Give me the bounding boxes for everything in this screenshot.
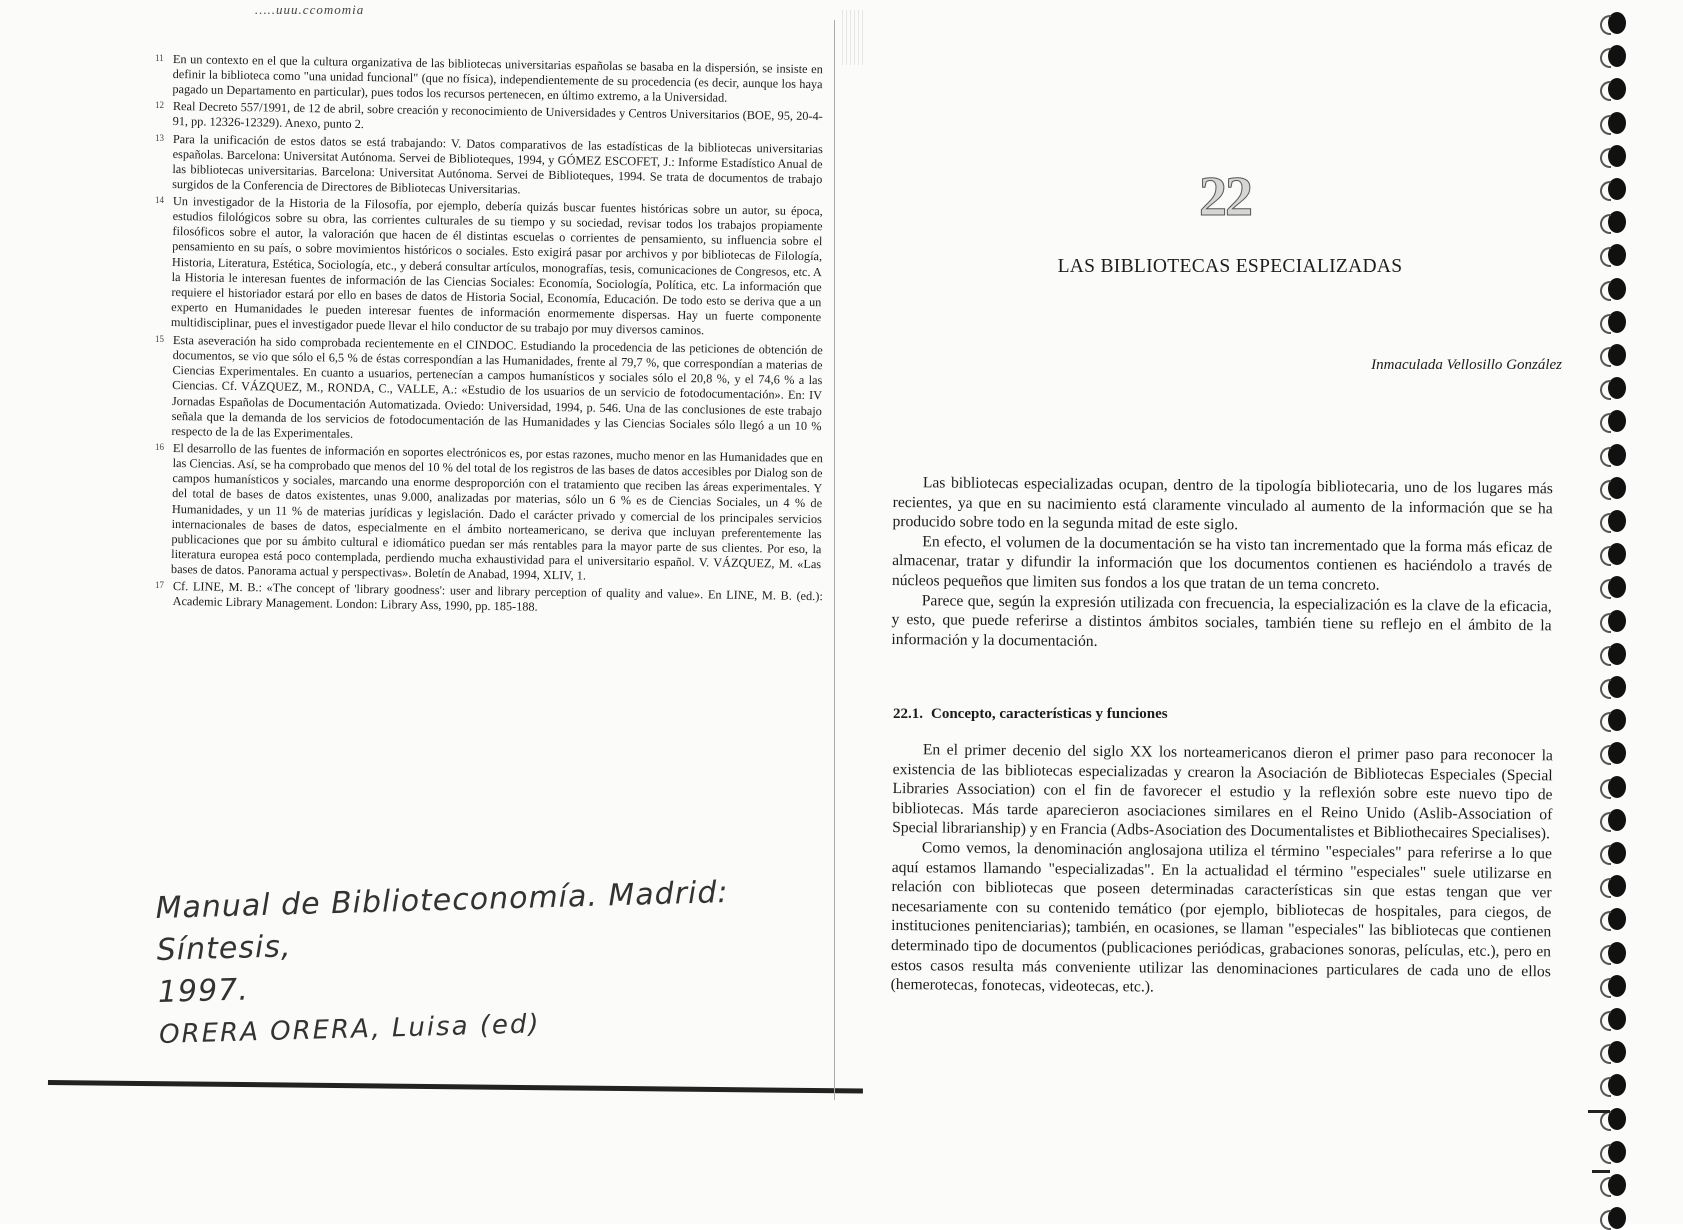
scan-mark: [1592, 1170, 1610, 1173]
chapter-number: 22: [1199, 166, 1251, 228]
binding-coil: [1608, 809, 1626, 831]
binding-coil: [1608, 444, 1626, 466]
footnote-text: Esta aseveración ha sido comprobada recientemente en el CINDOC. Estudiando la procedencia de las peticiones de obtención de documentos, se vio que sólo el 6,5 % de éstas correspondían a las Humanidades, frente al 79,7 %, que correspondían a materias de Ciencias Experimentales. En cuanto a usuarios, pertenecían a campos humanísticos y sociales sólo el 20,8 %, y el 74,6 % a las Ciencias. Cf. VÁZQUEZ, M., RONDA, C., VALLE, A.: «Estudio de los usuarios de un servicio de fotodocumentación». En: IV Jornadas Españolas de Documentación Automatizada. Oviedo: Universidad, 1994, p. 546. Una de las conclusiones de este trabajo señala que la demanda de los servicios de fotodocumentación de las Humanidades y las Ciencias Sociales sólo llegó a un 10 % respecto de la de las Experimentales.: [171, 332, 823, 441]
section-title: Concepto, características y funciones: [931, 706, 1168, 722]
binding-coil: [1608, 908, 1626, 930]
footnote-text: Para la unificación de estos datos se está trabajando: V. Datos comparativos de las estadísticas de la bibliotecas universitarias españolas. Barcelona: Universitat Autónoma. Servei de Biblioteques, 1994, y GÓMEZ ESCOFET, J.: Informe Estadístico Anual de las bibliotecas universitarias. Barcelona: Universitat Autónoma. Servei de Biblioteques, 1994. Se trata de documentos de trabajo surgidos de la Conferencia de Directores de Bibliotecas Universitarias.: [172, 131, 823, 197]
binding-coil: [1608, 875, 1626, 897]
footnote-number: 13: [155, 132, 164, 143]
binding-coil: [1608, 610, 1626, 632]
binding-coil: [1608, 510, 1626, 532]
footnote-number: 12: [155, 100, 164, 111]
paragraph: Parece que, según la expresión utilizada con frecuencia, la especialización es la clave de la eficacia, y esto, que puede referirse a distintos ámbitos sociales, también tiene su reflejo en el ámbito de la información y la documentación.: [891, 591, 1552, 650]
binding-coil: [1608, 576, 1626, 598]
binding-coil: [1608, 643, 1626, 665]
binding-coil: [1608, 975, 1626, 997]
handwritten-citation: [155, 868, 859, 1055]
footnote-number: 16: [155, 441, 164, 452]
section-text: [891, 740, 1553, 1001]
binding-coil: [1608, 1174, 1626, 1196]
handwriting-line: ORERA ORERA, Luisa (ed): [158, 1009, 541, 1050]
binding-coil: [1608, 742, 1626, 764]
chapter-title: LAS BIBLIOTECAS ESPECIALIZADAS: [1057, 256, 1403, 277]
binding-coil: [1608, 1108, 1626, 1130]
binding-coil: [1608, 676, 1626, 698]
section-heading: [893, 706, 1168, 723]
footnote-number: 14: [155, 195, 164, 206]
binding-coil: [1608, 1141, 1626, 1163]
footnote-text: El desarrollo de las fuentes de información en soportes electrónicos es, por estas razones, mucho menor en las Humanidades que en las Ciencias. Así, se ha comprobado que menos del 10 % del total de los registros de las bases de datos accesibles por Dialog son de campos humanísticos y sociales, marcando una enorme desproporción con el tratamiento que reciben las áreas experimentales. Y del total de bases de datos existentes, unas 9.000, analizadas por materias, sólo un 6 % es de Ciencias Sociales, un 4 % de Humanidades, y un 11 % de materias jurídicas y legislación. Dado el carácter privado y comercial de los principales servicios internacionales de bases de datos, especialmente en el ámbito norteamericano, se deriva que incluyan preferentemente las publicaciones que por su ámbito cultural e idiomático puedan ser más rentables para la mayor parte de sus clientes. Por eso, la literatura europea está poco contemplada, perdiendo mucha exhaustividad para el universitario español. V. VÁZQUEZ, M. «Las bases de datos. Panorama actual y perspectivas». Boletín de Anabad, 1994, XLIV, 1.: [170, 440, 823, 583]
footnote: [155, 131, 823, 197]
footnote-number: 17: [155, 580, 164, 591]
footnote-text: Cf. LINE, M. B.: «The concept of 'library goodness': user and library perception of quality and value». En LINE, M. B. (ed.): Academic Library Management. London: Library Ass, 1990, pp. 185-188.: [172, 579, 823, 615]
handwriting-line: 1997.: [157, 972, 250, 1010]
footnote-number: 15: [155, 333, 164, 344]
binding-coil: [1608, 311, 1626, 333]
binding-coil: [1608, 942, 1626, 964]
running-head: …..uuu.ccomomia: [255, 2, 365, 17]
footnote-text: En un contexto en el que la cultura organizativa de las bibliotecas universitarias españolas se basaba en la dispersión, se insiste en definir la biblioteca como "una unidad funcional" (que no física), independientemente de su procedencia (es decir, aunque los haya pagado un Departamento en particular), pues todos los recursos pertenecen, en último extremo, a la Universidad.: [172, 52, 823, 106]
binding-coil: [1608, 410, 1626, 432]
binding-coil: [1608, 278, 1626, 300]
paragraph: Las bibliotecas especializadas ocupan, dentro de la tipología bibliotecaria, uno de los lugares más recientes, ya que en su nacimiento está claramente vinculado al aumento de la información que se ha producido sobre todo en la segunda mitad de este siglo.: [892, 474, 1553, 534]
footnote: [155, 440, 823, 583]
paragraph: En efecto, el volumen de la documentación se ha visto tan incrementado que la forma más eficaz de almacenar, tratar y difundir la información que los documentos contienen es haciéndolo a través de núcleos pequeños que limiten sus fondos a los que tratan de un tema concreto.: [891, 533, 1553, 594]
binding-coil: [1608, 12, 1626, 34]
binding-coil: [1608, 244, 1626, 266]
chapter-author: Inmaculada Vellosillo González: [1371, 357, 1562, 373]
binding-coil: [1608, 377, 1626, 399]
paragraph: Como vemos, la denominación anglosajona utiliza el término "especiales" para referirse a lo que aquí estamos llamando "especializadas". En la actualidad el término "especiales" suele utilizarse en relación con bibliotecas que poseen determinadas características sin que estas tengan que ver necesariamente con su contenido temático (por ejemplo, bibliotecas de hospitales, para ciegos, de instituciones penitenciarias); también, en ocasiones, se llaman "especiales" las bibliotecas que contienen determinado tipo de documentos (publicaciones periódicas, grabaciones sonoras, películas, etc.), pero en estos casos resulta más conveniente utilizar las denominaciones particulares de cada uno de ellos (hemerotecas, fonotecas, videotecas, etc.).: [890, 839, 1553, 996]
binding-coil: [1608, 78, 1626, 100]
binding-coil: [1608, 543, 1626, 565]
binding-coil: [1608, 1008, 1626, 1030]
binding-coil: [1608, 842, 1626, 864]
scan-noise: [842, 10, 866, 65]
intro-text: [891, 473, 1553, 656]
paragraph: En el primer decenio del siglo XX los norteamericanos dieron el primer paso para reconocer la existencia de las bibliotecas especializadas y crearon la Asociación de Bibliotecas Especiales (Special Libraries Association) con el fin de favorecer el estudio y la reflexión sobre este nuevo tipo de bibliotecas. Más tarde aparecieron asociaciones similares en el Reino Unido (Aslib-Association of Special librarianship) y en Francia (Adbs-Asociation des Documentalistes et Bibliothecaires Specialises).: [892, 741, 1553, 843]
binding-coil: [1608, 477, 1626, 499]
binding-coil: [1608, 709, 1626, 731]
footnote: [155, 99, 823, 132]
scan-mark: [1588, 1110, 1610, 1113]
binding-coil: [1608, 1041, 1626, 1063]
footnote: [155, 579, 823, 615]
binding-coil: [1608, 776, 1626, 798]
footnote-text: Un investigador de la Historia de la Filosofía, por ejemplo, debería quizás buscar fuentes históricas sobre un autor, su época, estudios filológicos sobre su obra, las corrientes culturales de su tiempo y su sociedad, revisar todos los trabajos propiamente filosóficos sobre el autor, la valoración que hacen de él distintas escuelas o corrientes de pensamiento, su influencia sobre el pensamiento en su país, o sobre movimientos históricos o sociales. Esto exigirá pasar por archivos y por bibliotecas de Filología, Historia, Literatura, Estética, Sociología, etc., y deberá consultar artículos, monografías, tesis, comunicaciones de Congresos, etc. A la Historia le interesan fuentes de información de las Ciencias Sociales: Economía, Sociología, Política, etc. La información que requiere el historiador estará por ello en bases de datos de Historia Social, Economía, Educación. De todo esto se deriva que a un experto en Humanidades le pueden interesar fuentes de información enormemente dispersas. Hay un fuerte componente multidisciplinar, pues el investigador puede llevar el hilo conductor de su trabajo por muy diversos caminos.: [170, 194, 823, 339]
gutter-line: [834, 20, 835, 1100]
binding-coil: [1608, 45, 1626, 67]
handwriting-line: Manual de Biblioteconomía. Madrid: Síntesis,: [155, 874, 729, 968]
footnote: [155, 333, 823, 439]
binding-coil: [1608, 145, 1626, 167]
footnote-text: Real Decreto 557/1991, de 12 de abril, sobre creación y reconocimiento de Universidades y Centros Universitarios (BOE, 95, 20-4-91, pp. 12326-12329). Anexo, punto 2.: [172, 99, 823, 132]
section-number: 22.1.: [893, 706, 923, 722]
spiral-binding: [1600, 0, 1683, 1224]
binding-coil: [1608, 112, 1626, 134]
binding-coil: [1608, 178, 1626, 200]
footnotes-block: [155, 52, 823, 615]
binding-coil: [1608, 344, 1626, 366]
binding-coil: [1608, 211, 1626, 233]
binding-coil: [1608, 1074, 1626, 1096]
binding-coil: [1608, 1207, 1626, 1229]
footnote-number: 11: [155, 53, 164, 63]
